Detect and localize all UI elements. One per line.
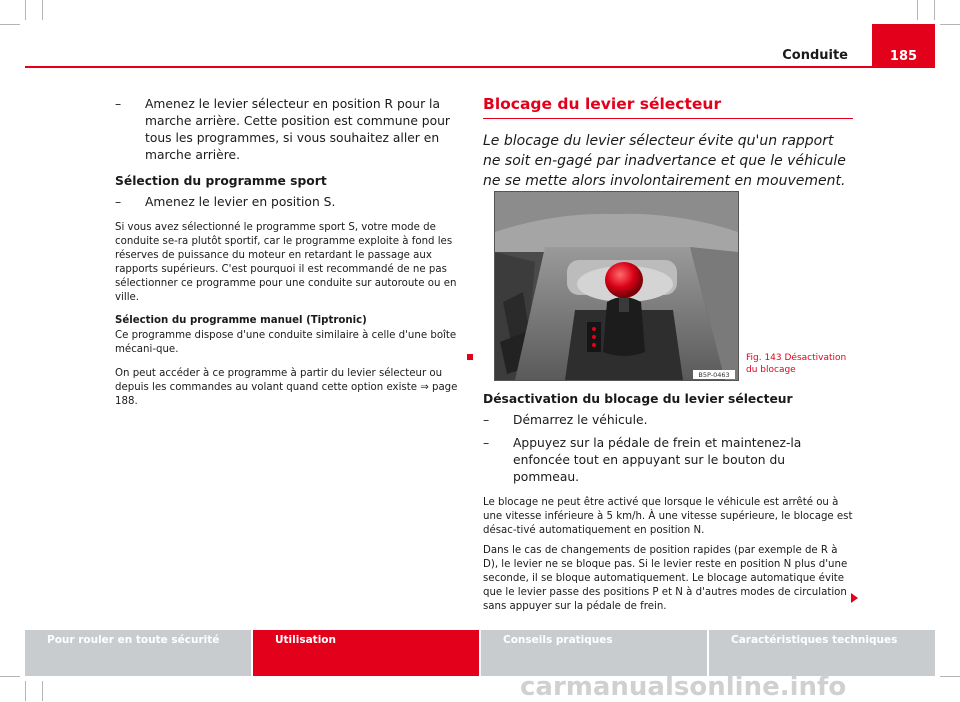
- paragraph: Ce programme dispose d'une conduite similaire à celle d'une boîte mécani-que.: [115, 330, 457, 355]
- crop-mark: [917, 0, 918, 20]
- footer-tab-caracteristiques[interactable]: Caractéristiques techniques: [709, 630, 935, 676]
- intro-text: Le blocage du levier sélecteur évite qu'un rapport ne soit en-gagé par inadvertance et que le véhicule ne se mette alors involontairement en mouvement.: [483, 133, 846, 189]
- crop-mark: [42, 0, 43, 20]
- figure-caption-line: du blocage: [746, 365, 796, 375]
- subheading: Désactivation du blocage du levier sélecteur: [483, 392, 793, 406]
- figure-caption-line: Fig. 143 Désactivation: [746, 353, 847, 363]
- dash-bullet: –: [115, 97, 122, 111]
- step-item: [115, 194, 470, 211]
- continue-arrow-icon: [851, 593, 858, 603]
- subheading: Sélection du programme sport: [115, 174, 327, 188]
- crop-mark: [0, 24, 20, 25]
- dash-bullet: –: [483, 436, 490, 450]
- footer-tab-utilisation[interactable]: Utilisation: [253, 630, 479, 676]
- gear-lever-photo: [494, 191, 739, 381]
- crop-mark: [934, 0, 935, 20]
- step-text: Démarrez le véhicule.: [513, 413, 648, 427]
- dash-bullet: –: [115, 195, 122, 209]
- step-text: Appuyez sur la pédale de frein et maintenez-la enfoncée tout en appuyant sur le bouton du pommeau.: [513, 436, 802, 484]
- watermark: carmanualsonline.info: [520, 672, 847, 702]
- paragraph: Le blocage ne peut être activé que lorsque le véhicule est arrêté ou à une vitesse inférieure à 5 km/h. À une vitesse supérieure, le blocage est désac-tivé automatiquement en position N.: [483, 497, 853, 536]
- page-number: 185: [889, 49, 918, 64]
- section-title: Conduite: [782, 48, 848, 63]
- right-column-lower: [483, 392, 853, 614]
- paragraph: On peut accéder à ce programme à partir du levier sélecteur ou depuis les commandes au volant quand cette option existe ⇒ page 188.: [115, 368, 458, 407]
- crop-mark: [940, 24, 960, 25]
- paragraph: Dans le cas de changements de position rapides (par exemple de R à D), le levier ne se bloque pas. Si le levier reste en position N plus d'une seconde, il se bloque automatiquement. Le blocage automatique évite que le levier passe des positions P et N à d'autres modes de circulation sans appuyer sur la pédale de frein.: [483, 545, 848, 612]
- step-item: [483, 412, 853, 429]
- crop-mark: [940, 676, 960, 677]
- footer-nav: [25, 630, 935, 676]
- end-of-section-mark: [467, 354, 473, 360]
- crop-mark: [0, 676, 20, 677]
- section-heading: Blocage du levier sélecteur: [483, 95, 853, 119]
- figure-code: B5P-0463: [698, 371, 730, 379]
- left-column: [115, 96, 470, 409]
- step-text: Amenez le levier en position S.: [145, 195, 336, 209]
- step-item: [483, 435, 853, 486]
- crop-mark: [42, 681, 43, 701]
- subheading: Sélection du programme manuel (Tiptronic): [115, 315, 367, 326]
- right-column: [483, 96, 853, 191]
- step-text: Amenez le levier sélecteur en position R pour la marche arrière. Cette position est commune pour tous les programmes, si vous souhaitez aller en marche arrière.: [145, 97, 450, 162]
- dash-bullet: –: [483, 413, 490, 427]
- figure-caption: [746, 352, 846, 376]
- page-number-box: [872, 24, 935, 68]
- crop-mark: [25, 0, 26, 20]
- footer-tab-securite[interactable]: Pour rouler en toute sécurité: [25, 630, 251, 676]
- step-item: [115, 96, 470, 164]
- crop-mark: [25, 681, 26, 701]
- paragraph: Si vous avez sélectionné le programme sport S, votre mode de conduite se-ra plutôt sportif, car le programme exploite à fond les réserves de puissance du moteur en retardant le passage aux rapports supérieurs. C'est pourquoi il est recommandé de ne pas sélectionner ce programme pour une conduite sur autoroute ou en ville.: [115, 222, 457, 303]
- footer-tab-conseils[interactable]: Conseils pratiques: [481, 630, 707, 676]
- header-rule: [25, 66, 935, 68]
